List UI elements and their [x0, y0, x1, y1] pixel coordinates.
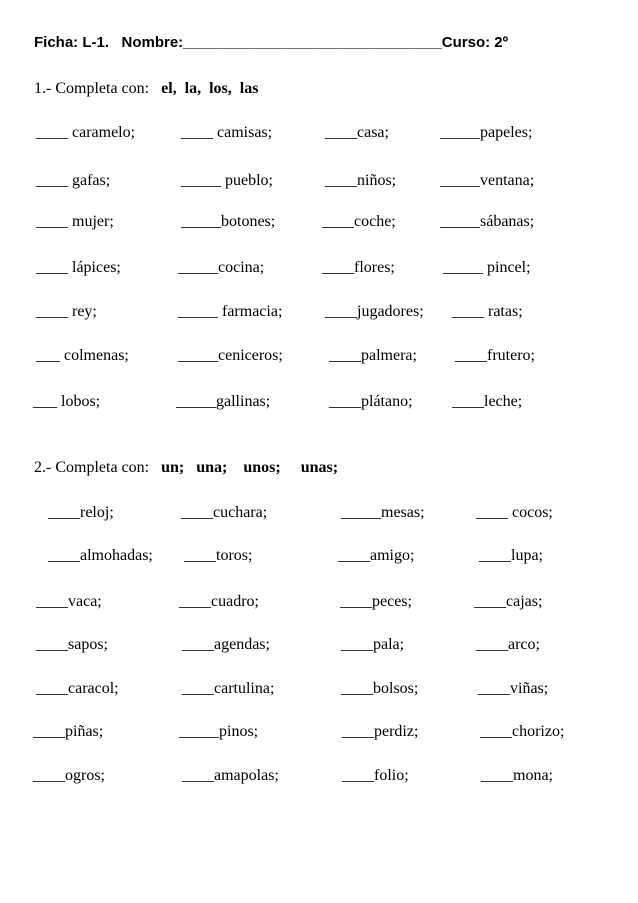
section2-blank-r1-c1: ____reloj; — [48, 504, 114, 521]
section2-blank-r5-c2: ____cartulina; — [182, 680, 275, 697]
section1-blank-r7-c2: _____gallinas; — [176, 393, 271, 410]
section2-blank-r6-c2: _____pinos; — [179, 723, 259, 740]
section2-title — [34, 459, 338, 477]
section2-blank-r5-c3: ____bolsos; — [341, 680, 419, 697]
section2-blank-r4-c1: ____sapos; — [36, 636, 108, 653]
section1-blank-r6-c2: _____ceniceros; — [178, 347, 283, 364]
section2-blank-r1-c2: ____cuchara; — [181, 504, 268, 521]
section1-blank-r4-c2: _____cocina; — [178, 259, 265, 276]
section1-blank-r3-c2: _____botones; — [181, 213, 276, 230]
section2-blank-r2-c4: ____lupa; — [479, 547, 543, 564]
section1-blank-r4-c3: ____flores; — [322, 259, 395, 276]
section1-blank-r1-c2: ____ camisas; — [181, 124, 273, 141]
section1-blank-r1-c1: ____ caramelo; — [36, 124, 136, 141]
section1-blank-r6-c1: ___ colmenas; — [36, 347, 129, 364]
section1-blank-r2-c3: ____niños; — [325, 172, 397, 189]
section1-blank-r6-c4: ____frutero; — [455, 347, 535, 364]
section1-blank-r5-c2: _____ farmacia; — [178, 303, 283, 320]
section1-blank-r7-c3: ____plátano; — [329, 393, 413, 410]
section1-blank-r5-c3: ____jugadores; — [325, 303, 424, 320]
section2-blank-r3-c3: ____peces; — [340, 593, 412, 610]
section1-title — [34, 80, 258, 98]
section1-blank-r3-c4: _____sábanas; — [440, 213, 535, 230]
section2-blank-r6-c3: ____perdiz; — [342, 723, 419, 740]
section1-blank-r7-c4: ____leche; — [452, 393, 523, 410]
section1-blank-r2-c4: _____ventana; — [440, 172, 535, 189]
section2-blank-r4-c3: ____pala; — [341, 636, 405, 653]
section2-blank-r5-c1: ____caracol; — [36, 680, 119, 697]
section2-blank-r2-c2: ____toros; — [184, 547, 253, 564]
section2-blank-r7-c3: ____folio; — [342, 767, 409, 784]
section1-blank-r2-c2: _____ pueblo; — [181, 172, 273, 189]
section2-blank-r7-c1: ____ogros; — [33, 767, 105, 784]
section1-options: el, la, los, las — [161, 80, 259, 97]
worksheet-header: Ficha: L-1. Nombre:_______________________________Curso: 2º — [34, 34, 509, 51]
section2-options: un; una; unos; unas; — [161, 459, 339, 476]
section1-blank-r2-c1: ____ gafas; — [36, 172, 111, 189]
section2-blank-r2-c1: ____almohadas; — [48, 547, 153, 564]
section1-blank-r5-c1: ____ rey; — [36, 303, 97, 320]
section2-prefix: 2.- Completa con: — [34, 459, 150, 476]
section2-blank-r7-c2: ____amapolas; — [182, 767, 279, 784]
section1-blank-r3-c3: ____coche; — [322, 213, 396, 230]
section1-blank-r7-c1: ___ lobos; — [33, 393, 101, 410]
section2-blank-r3-c2: ____cuadro; — [179, 593, 259, 610]
section1-blank-r4-c4: _____ pincel; — [443, 259, 531, 276]
section2-blank-r1-c4: ____ cocos; — [476, 504, 553, 521]
section2-blank-r4-c2: ____agendas; — [182, 636, 270, 653]
section2-blank-r5-c4: ____viñas; — [478, 680, 549, 697]
section2-blank-r2-c3: ____amigo; — [338, 547, 415, 564]
section2-blank-r3-c1: ____vaca; — [36, 593, 102, 610]
section1-prefix: 1.- Completa con: — [34, 80, 150, 97]
section1-blank-r6-c3: ____palmera; — [329, 347, 417, 364]
section1-blank-r4-c1: ____ lápices; — [36, 259, 121, 276]
section2-blank-r3-c4: ____cajas; — [474, 593, 543, 610]
section1-blank-r5-c4: ____ ratas; — [452, 303, 523, 320]
section2-blank-r6-c4: ____chorizo; — [480, 723, 565, 740]
section2-blank-r4-c4: ____arco; — [476, 636, 540, 653]
section1-blank-r1-c4: _____papeles; — [440, 124, 533, 141]
section1-blank-r3-c1: ____ mujer; — [36, 213, 114, 230]
section1-blank-r1-c3: ____casa; — [325, 124, 389, 141]
section2-blank-r6-c1: ____piñas; — [33, 723, 104, 740]
section2-blank-r1-c3: _____mesas; — [341, 504, 425, 521]
section2-blank-r7-c4: ____mona; — [481, 767, 553, 784]
